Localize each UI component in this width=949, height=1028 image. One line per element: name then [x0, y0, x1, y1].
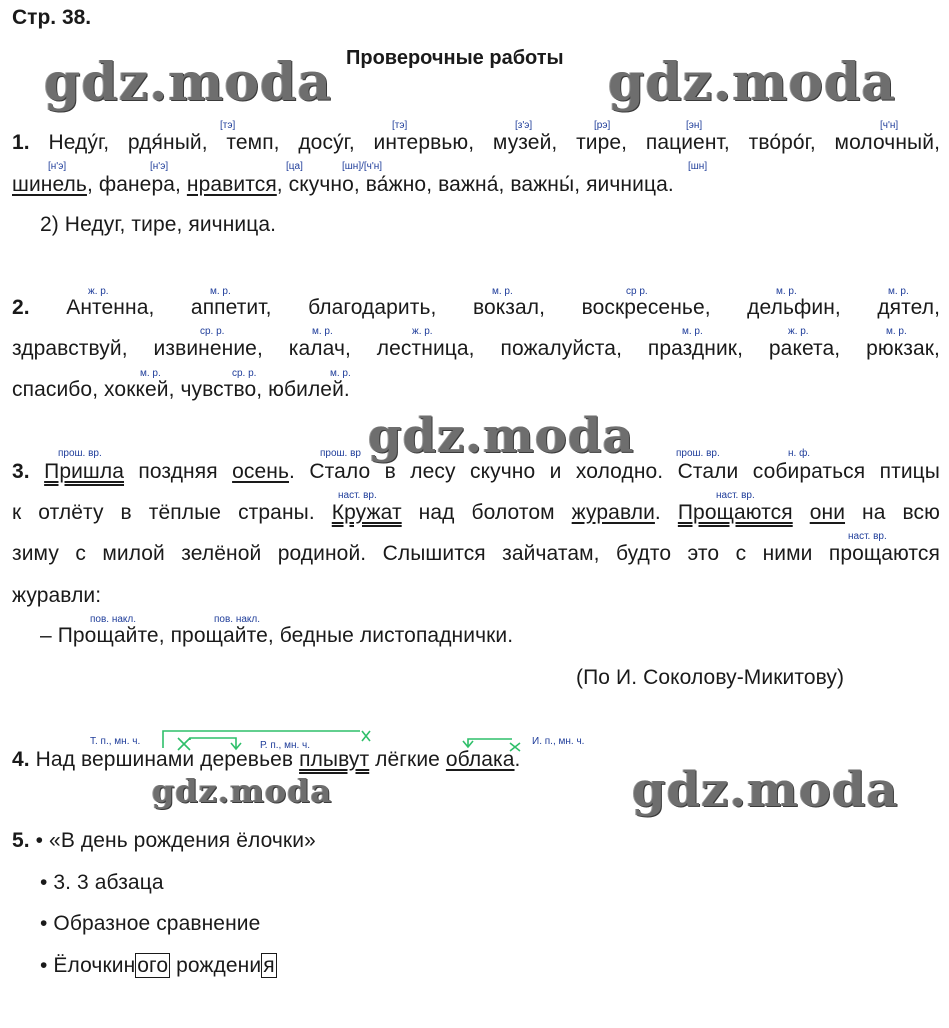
text-run: Над вершинами деревьев [29, 748, 300, 771]
watermark-logo: gdz.moda [608, 52, 897, 113]
phonetic-note: [н'э] [150, 161, 169, 172]
task5-item2: • 3. 3 абзаца [40, 871, 164, 894]
text-run: • Ёлочкин [40, 954, 136, 977]
task-number: 4. [12, 748, 30, 771]
grammar-note: наст. вр. [848, 531, 887, 542]
underlined-word: шинель [12, 173, 87, 196]
text-run: . [514, 748, 521, 771]
phonetic-note: [тэ] [220, 120, 236, 131]
phonetic-note: [рэ] [594, 120, 611, 131]
gender-note: ср. р. [232, 368, 257, 379]
watermark-logo: gdz.moda [632, 762, 899, 818]
subject-word: журавли [571, 501, 655, 524]
task-number: 2. [12, 296, 30, 319]
gender-note: м. р. [492, 286, 513, 297]
gender-note: м. р. [330, 368, 351, 379]
task-number: 5. [12, 829, 30, 852]
text-run: • «В день рождения ёлочки» [29, 829, 316, 852]
task2-line3: спасибо, хоккей, чувство, юбилей. [12, 378, 350, 401]
task3-line3: зиму с милой зелёной родиной. Слышится зайчатам, будто это с ними прощаются [12, 542, 940, 565]
task1-answer: 2) Недуг, тире, яичница. [40, 213, 277, 236]
gender-note: ср р. [626, 286, 648, 297]
grammar-note: наст. вр. [716, 490, 755, 501]
task5-item4 [40, 954, 277, 978]
subject-word: облака [445, 748, 515, 771]
phonetic-note: [тэ] [392, 120, 408, 131]
text-run: , фанера, [86, 173, 187, 196]
page-number: Стр. 38. [12, 6, 92, 29]
predicate-word: Пришла [44, 460, 125, 483]
subject-word: осень [232, 460, 289, 483]
grammar-note: пов. накл. [90, 614, 137, 625]
watermark-logo: gdz.moda [368, 408, 635, 464]
ending-box: я [263, 954, 275, 977]
gender-note: м. р. [140, 368, 161, 379]
gender-note: ж. р. [788, 326, 809, 337]
subject-word: они [809, 501, 846, 524]
phonetic-note: [ца] [286, 161, 303, 172]
grammar-note: прош. вр. [676, 448, 720, 459]
task-number: 1. [12, 131, 30, 154]
grammar-note: пов. накл. [214, 614, 261, 625]
predicate-word: Прощаются [677, 501, 793, 524]
text-run: , скучно, ва́жно, важна́, важны́, яичница. [276, 173, 674, 196]
task5-item1 [12, 829, 316, 853]
underlined-word: нравится [186, 173, 277, 196]
phonetic-note: [шн] [688, 161, 708, 172]
task2-line2: здравствуй, извинение, калач, лестница, пожалуйста, праздник, ракета, рюкзак, [12, 337, 940, 360]
gender-note: ж. р. [412, 326, 433, 337]
gender-note: м. р. [886, 326, 907, 337]
predicate-word: плывут [299, 748, 370, 771]
text-run: на всю [845, 501, 940, 524]
gender-note: м. р. [888, 286, 909, 297]
task2-words: Антенна, аппетит, благодарить, вокзал, воскресенье, дельфин, дятел, [66, 296, 941, 319]
case-note: И. п., мн. ч. [532, 736, 585, 747]
watermark-logo: gdz.moda [152, 772, 333, 810]
gender-note: м. р. [682, 326, 703, 337]
grammar-note: н. ф. [788, 448, 811, 459]
watermark-logo: gdz.moda [44, 52, 333, 113]
gender-note: ср. р. [200, 326, 225, 337]
ending-box: ого [137, 954, 169, 977]
page-title: Проверочные работы [346, 47, 564, 69]
phonetic-note: [н'э] [48, 161, 67, 172]
text-run: рождени [170, 954, 262, 977]
text-run: . Стало в лесу скучно и холодно. Стали собираться птицы [289, 460, 940, 483]
phonetic-note: [з'э] [515, 120, 533, 131]
case-note: Р. п., мн. ч. [260, 740, 311, 751]
text-run: над болотом [401, 501, 572, 524]
phonetic-note: [шн]/[ч'н] [342, 161, 383, 172]
task-number: 3. [12, 460, 30, 483]
grammar-note: прош. вр. [58, 448, 102, 459]
phonetic-note: [ч'н] [880, 120, 899, 131]
text-source: (По И. Соколову-Микитову) [576, 666, 845, 689]
gender-note: м. р. [312, 326, 333, 337]
text-run: . [654, 501, 678, 524]
task5-item3: • Образное сравнение [40, 912, 261, 935]
gender-note: м. р. [210, 286, 231, 297]
task4-line [12, 748, 520, 772]
predicate-word: Кружат [331, 501, 402, 524]
gender-note: м. р. [776, 286, 797, 297]
text-run: поздняя [124, 460, 233, 483]
case-note: Т. п., мн. ч. [90, 736, 141, 747]
text-run: лёгкие [369, 748, 446, 771]
task3-line5: – Прощайте, прощайте, бедные листопаднички. [40, 624, 514, 647]
text-run: к отлёту в тёплые страны. [12, 501, 332, 524]
task3-line4: журавли: [12, 584, 102, 607]
task1-words: Неду́г, рдя́ный, темп, досу́г, интервью, музей, тире, пациент, тво́ро́г, молочный, [48, 131, 940, 154]
phonetic-note: [эн] [686, 120, 703, 131]
gender-note: ж. р. [88, 286, 109, 297]
grammar-note: наст. вр. [338, 490, 377, 501]
grammar-note: прош. вр [320, 448, 361, 459]
